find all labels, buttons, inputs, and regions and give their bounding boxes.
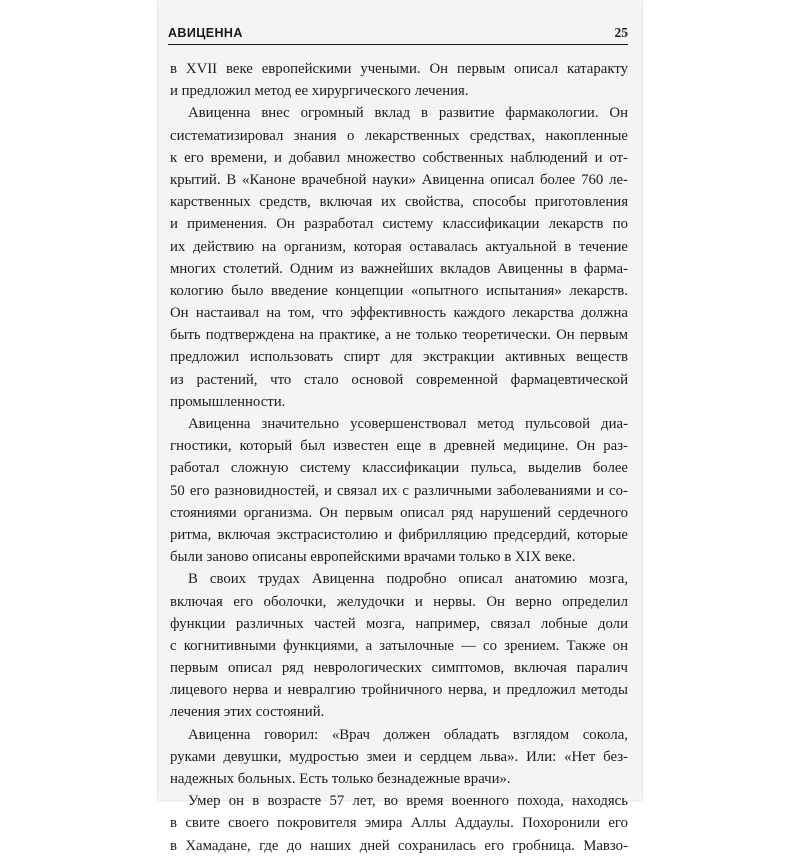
text-line: были заново описаны европейскими врачами только в XIX веке.	[170, 549, 576, 566]
running-title: АВИЦЕННА	[168, 26, 243, 40]
text-line: и предложил метод ее хирургического лечения.	[170, 83, 469, 100]
text-line: ритма, включая экстрасистолию и фибрилляцию предсердий, которые	[170, 526, 628, 543]
text-line: многих столетий. Одним из важнейших вкладов Авиценны в фарма-	[170, 260, 628, 277]
book-page	[158, 0, 642, 854]
text-line: и применения. Он разработал систему классификации лекарств по	[170, 216, 628, 233]
text-line: предложил использовать спирт для экстракции активных веществ	[170, 349, 628, 366]
text-line: Авиценна значительно усовершенствовал метод пульсовой диа-	[188, 416, 628, 432]
text-line: Авиценна внес огромный вклад в развитие фармакологии. Он	[188, 105, 628, 122]
text-line: 50 его разновидностей, и связал их с различными заболеваниями и со-	[170, 482, 628, 499]
text-line: Авиценна говорил: «Врач должен обладать взглядом сокола,	[188, 726, 628, 743]
text-line: лицевого нерва и невралгию тройничного нерва, и предложил методы	[170, 682, 628, 699]
body-text	[170, 58, 628, 857]
text-line: надежных больных. Есть только безнадежные врачи».	[170, 771, 511, 787]
text-line: руками девушки, мудростью змеи и сердцем льва». Или: «Нет без-	[170, 748, 628, 765]
text-line: к его времени, и добавил множество собственных наблюдений и от-	[170, 149, 628, 166]
text-line: кологию было введение концепции «опытного испытания» лекарств.	[170, 282, 628, 299]
text-line: с когнитивными функциями, а затылочные — со зрением. Также он	[170, 637, 628, 654]
text-line: в Хамадане, где до наших дней сохранилась его гробница. Мавзо-	[170, 837, 628, 854]
text-line: гностики, который был известен еще в древней медицине. Он раз-	[170, 438, 628, 455]
text-line: в свите своего покровителя эмира Аллы Аддаулы. Похоронили его	[170, 815, 628, 832]
text-line: В своих трудах Авиценна подробно описал анатомию мозга,	[188, 571, 628, 588]
text-line: крытий. В «Каноне врачебной науки» Авиценна описал более 760 ле-	[170, 171, 628, 188]
text-line: из растений, что стало основой современной фармацевтической	[170, 371, 628, 388]
text-line: первым описал ряд неврологических симптомов, включая паралич	[170, 660, 628, 677]
text-line: лечения этих состояний.	[170, 704, 325, 721]
text-line: Умер он в возрасте 57 лет, во время военного похода, находясь	[188, 793, 628, 810]
text-line: промышленности.	[170, 393, 286, 410]
text-line: стояниями организма. Он первым описал ряд нарушений сердечного	[170, 504, 628, 521]
text-line: их действию на организм, которая оставалась актуальной в течение	[170, 238, 628, 255]
text-line: Он настаивал на том, что эффективность каждого лекарства должна	[170, 305, 628, 322]
running-header	[168, 26, 628, 45]
text-line: карственных средств, включая их свойства, способы приготовления	[170, 194, 628, 211]
text-line: функции различных частей мозга, например, связал лобные доли	[170, 615, 628, 632]
text-line: включая его оболочки, желудочки и нервы. Он верно определил	[170, 593, 628, 610]
text-line: быть подтверждена на практике, а не только теоретически. Он первым	[170, 327, 628, 344]
text-line: систематизировал знания о лекарственных средствах, накопленные	[170, 127, 628, 144]
text-line: работал сложную систему классификации пульса, выделив более	[170, 460, 628, 477]
page-number: 25	[614, 25, 628, 40]
text-line: в XVII веке европейскими учеными. Он первым описал катаракту	[170, 61, 628, 77]
